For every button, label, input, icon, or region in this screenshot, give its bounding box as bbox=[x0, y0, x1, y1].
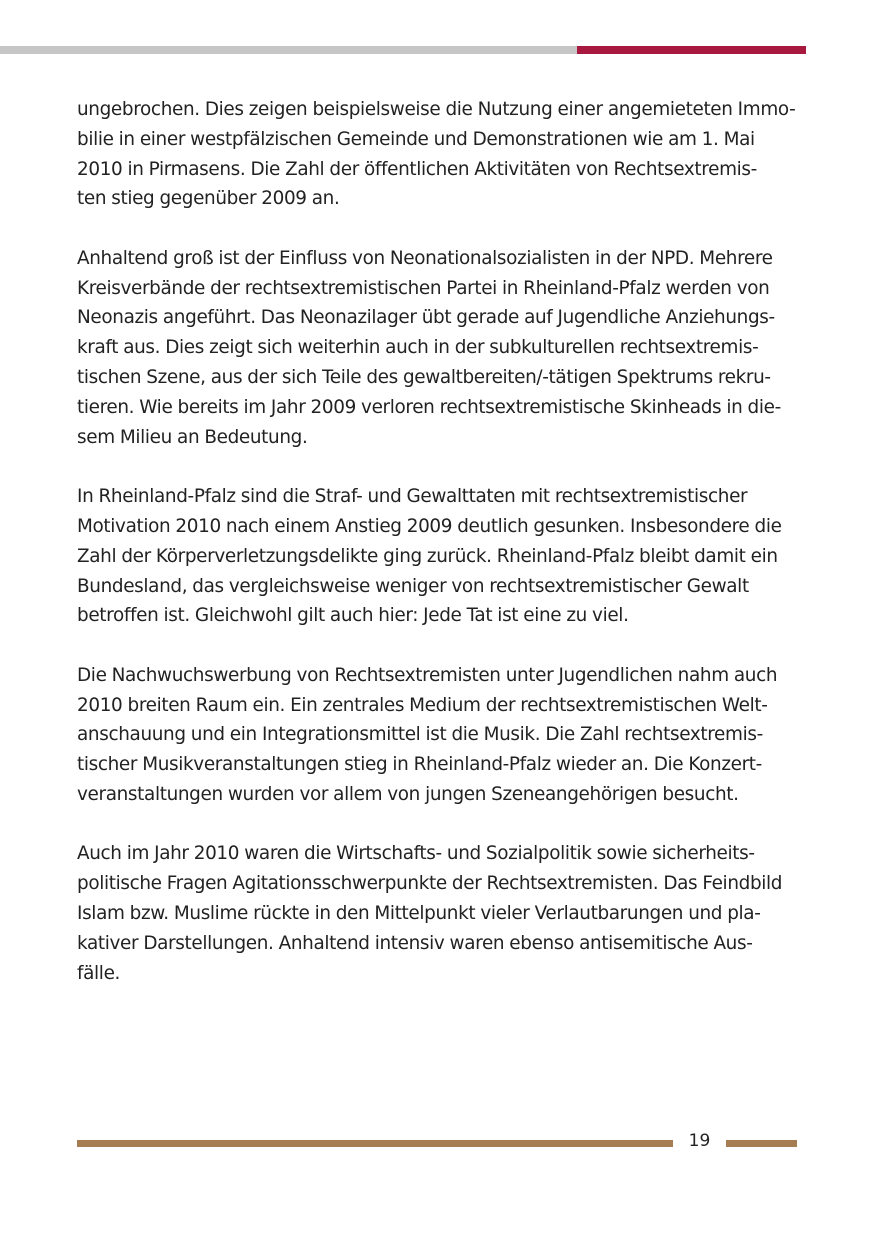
body-paragraph: In Rheinland-Pfalz sind die Straf- und Gewalttaten mit rechtsextremistischer Motivation 2010 nach einem Anstieg 2009 deutlich gesunken. Insbesondere die Zahl der Körperverletzungsdelikte ging zurück. Rheinland-Pfalz bleibt damit ein Bundesland, das vergleichsweise weniger von rechtsextremistischer Gewalt betroffen ist. Gleichwohl gilt auch hier: Jede Tat ist eine zu viel. bbox=[77, 486, 782, 627]
page-body bbox=[77, 95, 802, 1018]
body-paragraph: Anhaltend groß ist der Einfluss von Neonationalsozialisten in der NPD. Mehrere Kreisverbände der rechtsextremistischen Partei in Rheinland-Pfalz werden von Neonazis angeführt. Das Neonazilager übt gerade auf Jugendliche Anziehungs- kraft aus. Dies zeigt sich weiterhin auch in der subkulturellen rechtsextremis- tischen Szene, aus der sich Teile des gewaltbereiten/-tätigen Spektrums rekru- tieren. Wie bereits im Jahr 2009 verloren rechtsextremistische Skinheads in die- sem Milieu an Bedeutung. bbox=[77, 247, 781, 448]
footer-rule-right bbox=[726, 1140, 797, 1147]
body-paragraph: ungebrochen. Dies zeigen beispielsweise die Nutzung einer angemieteten Immo- bilie in einer westpfälzischen Gemeinde und Demonstrationen wie am 1. Mai 2010 in Pirmasens. Die Zahl der öffentlichen Aktivitäten von Rechtsextremis- ten stieg gegenüber 2009 an. bbox=[77, 99, 796, 210]
page-number: 19 bbox=[688, 1131, 711, 1151]
footer-rule-left bbox=[77, 1140, 673, 1147]
header-bar-accent bbox=[577, 46, 806, 54]
header-bar-grey bbox=[0, 46, 577, 54]
body-paragraph: Die Nachwuchswerbung von Rechtsextremisten unter Jugendlichen nahm auch 2010 breiten Raum ein. Ein zentrales Medium der rechtsextremistischen Welt- anschauung und ein Integrationsmittel ist die Musik. Die Zahl rechtsextremis- tischer Musikveranstaltungen stieg in Rheinland-Pfalz wieder an. Die Konzert- veranstaltungen wurden vor allem von jungen Szeneangehörigen besucht. bbox=[77, 664, 778, 805]
body-paragraph: Auch im Jahr 2010 waren die Wirtschafts- und Sozialpolitik sowie sicherheits- politische Fragen Agitationsschwerpunkte der Rechtsextremisten. Das Feindbild Islam bzw. Muslime rückte in den Mittelpunkt vieler Verlautbarungen und pla- kativer Darstellungen. Anhaltend intensiv waren ebenso antisemitische Aus- fälle. bbox=[77, 843, 783, 984]
